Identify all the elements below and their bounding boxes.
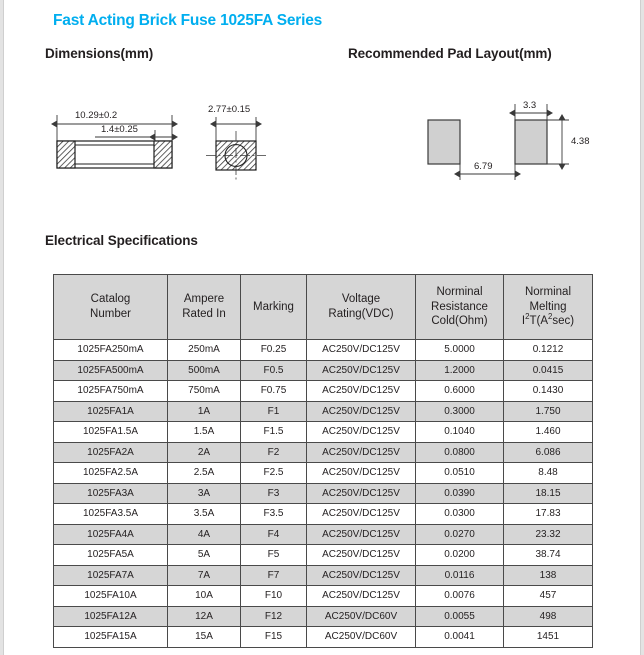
cell-nominal-melting: 0.0415 bbox=[504, 360, 593, 381]
header-line: Rated In bbox=[182, 308, 226, 320]
cell-nominal-resistance: 0.6000 bbox=[416, 381, 504, 402]
cell-nominal-resistance: 0.3000 bbox=[416, 401, 504, 422]
pad-layout-drawing bbox=[428, 104, 569, 180]
header-line: Rating(VDC) bbox=[328, 308, 394, 320]
cell-nominal-resistance: 5.0000 bbox=[416, 340, 504, 361]
cell-ampere-rating: 10A bbox=[168, 586, 241, 607]
cell-voltage-rating: AC250V/DC125V bbox=[307, 483, 416, 504]
cell-marking-code: F1 bbox=[241, 401, 307, 422]
cell-nominal-resistance: 0.0510 bbox=[416, 463, 504, 484]
cell-voltage-rating: AC250V/DC125V bbox=[307, 504, 416, 525]
cell-marking-code: F0.75 bbox=[241, 381, 307, 402]
cell-nominal-melting: 0.1212 bbox=[504, 340, 593, 361]
table-row bbox=[54, 401, 593, 422]
electrical-specifications-table-wrapper bbox=[53, 274, 592, 648]
cell-voltage-rating: AC250V/DC125V bbox=[307, 442, 416, 463]
page-edge-right bbox=[640, 0, 644, 655]
cell-voltage-rating: AC250V/DC125V bbox=[307, 545, 416, 566]
cell-voltage-rating: AC250V/DC125V bbox=[307, 586, 416, 607]
column-header-ampere-rated bbox=[168, 275, 241, 340]
cell-nominal-melting: 498 bbox=[504, 606, 593, 627]
cell-marking-code: F0.5 bbox=[241, 360, 307, 381]
cell-catalog-number: 1025FA250mA bbox=[54, 340, 168, 361]
cell-ampere-rating: 7A bbox=[168, 565, 241, 586]
cell-marking-code: F7 bbox=[241, 565, 307, 586]
cell-catalog-number: 1025FA1.5A bbox=[54, 422, 168, 443]
fuse-end-view-drawing bbox=[206, 117, 266, 180]
table-row bbox=[54, 483, 593, 504]
cell-marking-code: F2 bbox=[241, 442, 307, 463]
cell-nominal-resistance: 0.0200 bbox=[416, 545, 504, 566]
cell-marking-code: F1.5 bbox=[241, 422, 307, 443]
table-row bbox=[54, 627, 593, 648]
cell-nominal-melting: 1451 bbox=[504, 627, 593, 648]
table-row bbox=[54, 422, 593, 443]
cell-nominal-resistance: 0.0800 bbox=[416, 442, 504, 463]
electrical-specifications-table bbox=[53, 274, 593, 648]
cell-ampere-rating: 250mA bbox=[168, 340, 241, 361]
header-line-melting-formula bbox=[521, 312, 575, 328]
cell-voltage-rating: AC250V/DC125V bbox=[307, 401, 416, 422]
table-body bbox=[54, 340, 593, 648]
cell-ampere-rating: 1.5A bbox=[168, 422, 241, 443]
cell-nominal-resistance: 0.0041 bbox=[416, 627, 504, 648]
table-row bbox=[54, 381, 593, 402]
table-row bbox=[54, 504, 593, 525]
cell-catalog-number: 1025FA12A bbox=[54, 606, 168, 627]
cell-nominal-melting: 138 bbox=[504, 565, 593, 586]
cell-nominal-melting: 1.750 bbox=[504, 401, 593, 422]
dimension-label-overall-length: 10.29±0.2 bbox=[75, 110, 118, 121]
cell-ampere-rating: 15A bbox=[168, 627, 241, 648]
cell-ampere-rating: 1A bbox=[168, 401, 241, 422]
cell-voltage-rating: AC250V/DC125V bbox=[307, 524, 416, 545]
cell-nominal-resistance: 0.0390 bbox=[416, 483, 504, 504]
table-row bbox=[54, 586, 593, 607]
table-row bbox=[54, 606, 593, 627]
cell-nominal-melting: 0.1430 bbox=[504, 381, 593, 402]
cell-nominal-resistance: 0.0055 bbox=[416, 606, 504, 627]
cell-nominal-resistance: 0.0116 bbox=[416, 565, 504, 586]
cell-nominal-resistance: 0.0300 bbox=[416, 504, 504, 525]
table-row bbox=[54, 442, 593, 463]
cell-catalog-number: 1025FA1A bbox=[54, 401, 168, 422]
cell-nominal-resistance: 0.0270 bbox=[416, 524, 504, 545]
cell-marking-code: F3.5 bbox=[241, 504, 307, 525]
cell-marking-code: F15 bbox=[241, 627, 307, 648]
cell-ampere-rating: 2.5A bbox=[168, 463, 241, 484]
header-line: Marking bbox=[253, 300, 294, 313]
cell-catalog-number: 1025FA750mA bbox=[54, 381, 168, 402]
table-row bbox=[54, 463, 593, 484]
table-row bbox=[54, 565, 593, 586]
cell-nominal-resistance: 0.1040 bbox=[416, 422, 504, 443]
cell-catalog-number: 1025FA5A bbox=[54, 545, 168, 566]
dimension-label-cap-width: 1.4±0.25 bbox=[101, 124, 138, 135]
cell-catalog-number: 1025FA2.5A bbox=[54, 463, 168, 484]
cell-voltage-rating: AC250V/DC125V bbox=[307, 422, 416, 443]
cell-nominal-melting: 38.74 bbox=[504, 545, 593, 566]
header-line: Voltage bbox=[341, 293, 381, 306]
cell-catalog-number: 1025FA3.5A bbox=[54, 504, 168, 525]
dimension-label-body-width: 2.77±0.15 bbox=[208, 104, 251, 115]
table-row bbox=[54, 524, 593, 545]
cell-voltage-rating: AC250V/DC125V bbox=[307, 360, 416, 381]
cell-catalog-number: 1025FA4A bbox=[54, 524, 168, 545]
cell-nominal-melting: 17.83 bbox=[504, 504, 593, 525]
formula-i: I bbox=[521, 315, 526, 328]
table-header-row bbox=[54, 275, 593, 340]
cell-ampere-rating: 12A bbox=[168, 606, 241, 627]
cell-ampere-rating: 500mA bbox=[168, 360, 241, 381]
cell-voltage-rating: AC250V/DC125V bbox=[307, 381, 416, 402]
page-title: Fast Acting Brick Fuse 1025FA Series bbox=[53, 12, 323, 29]
dimension-label-pad-pitch: 6.79 bbox=[474, 161, 493, 172]
cell-marking-code: F3 bbox=[241, 483, 307, 504]
header-line: Cold(Ohm) bbox=[431, 315, 488, 328]
dimensions-section-heading: Dimensions(mm) bbox=[45, 46, 154, 61]
cell-nominal-melting: 6.086 bbox=[504, 442, 593, 463]
cell-catalog-number: 1025FA3A bbox=[54, 483, 168, 504]
cell-nominal-resistance: 0.0076 bbox=[416, 586, 504, 607]
cell-nominal-melting: 1.460 bbox=[504, 422, 593, 443]
cell-catalog-number: 1025FA500mA bbox=[54, 360, 168, 381]
cell-voltage-rating: AC250V/DC125V bbox=[307, 565, 416, 586]
cell-catalog-number: 1025FA10A bbox=[54, 586, 168, 607]
header-line: Norminal bbox=[436, 285, 483, 298]
formula-ta: T(A bbox=[529, 315, 548, 328]
cell-catalog-number: 1025FA15A bbox=[54, 627, 168, 648]
column-header-catalog-number bbox=[54, 275, 168, 340]
header-line: Norminal bbox=[524, 285, 571, 298]
header-line: Resistance bbox=[431, 300, 488, 313]
cell-ampere-rating: 3.5A bbox=[168, 504, 241, 525]
cell-ampere-rating: 3A bbox=[168, 483, 241, 504]
table-row bbox=[54, 340, 593, 361]
cell-marking-code: F0.25 bbox=[241, 340, 307, 361]
cell-catalog-number: 1025FA7A bbox=[54, 565, 168, 586]
table-row bbox=[54, 360, 593, 381]
cell-nominal-melting: 23.32 bbox=[504, 524, 593, 545]
cell-voltage-rating: AC250V/DC125V bbox=[307, 340, 416, 361]
cell-marking-code: F12 bbox=[241, 606, 307, 627]
header-line: Catalog bbox=[90, 293, 131, 306]
column-header-voltage-rating bbox=[307, 275, 416, 340]
cell-ampere-rating: 5A bbox=[168, 545, 241, 566]
cell-marking-code: F2.5 bbox=[241, 463, 307, 484]
dimension-label-pad-height: 4.38 bbox=[571, 136, 590, 147]
table-row bbox=[54, 545, 593, 566]
cell-ampere-rating: 4A bbox=[168, 524, 241, 545]
electrical-specifications-heading: Electrical Specifications bbox=[45, 233, 198, 248]
header-line: Number bbox=[90, 308, 131, 320]
cell-nominal-melting: 457 bbox=[504, 586, 593, 607]
formula-sup-2b: 2 bbox=[548, 312, 553, 322]
formula-sup-2a: 2 bbox=[525, 312, 530, 322]
column-header-nominal-melting bbox=[504, 275, 593, 340]
cell-catalog-number: 1025FA2A bbox=[54, 442, 168, 463]
cell-voltage-rating: AC250V/DC60V bbox=[307, 627, 416, 648]
cell-marking-code: F10 bbox=[241, 586, 307, 607]
cell-nominal-melting: 18.15 bbox=[504, 483, 593, 504]
cell-marking-code: F4 bbox=[241, 524, 307, 545]
header-line: Melting bbox=[529, 300, 567, 313]
cell-ampere-rating: 750mA bbox=[168, 381, 241, 402]
column-header-nominal-resistance bbox=[416, 275, 504, 340]
fuse-side-view-drawing bbox=[57, 115, 172, 168]
column-header-marking bbox=[241, 275, 307, 340]
pad-layout-section-heading: Recommended Pad Layout(mm) bbox=[348, 46, 552, 61]
cell-voltage-rating: AC250V/DC125V bbox=[307, 463, 416, 484]
formula-sec: sec) bbox=[552, 315, 575, 328]
cell-voltage-rating: AC250V/DC60V bbox=[307, 606, 416, 627]
cell-nominal-melting: 8.48 bbox=[504, 463, 593, 484]
page-edge-left bbox=[0, 0, 4, 655]
dimension-label-pad-width: 3.3 bbox=[523, 100, 537, 111]
table-header bbox=[54, 275, 593, 340]
cell-marking-code: F5 bbox=[241, 545, 307, 566]
cell-nominal-resistance: 1.2000 bbox=[416, 360, 504, 381]
cell-ampere-rating: 2A bbox=[168, 442, 241, 463]
header-line: Ampere bbox=[183, 293, 225, 306]
